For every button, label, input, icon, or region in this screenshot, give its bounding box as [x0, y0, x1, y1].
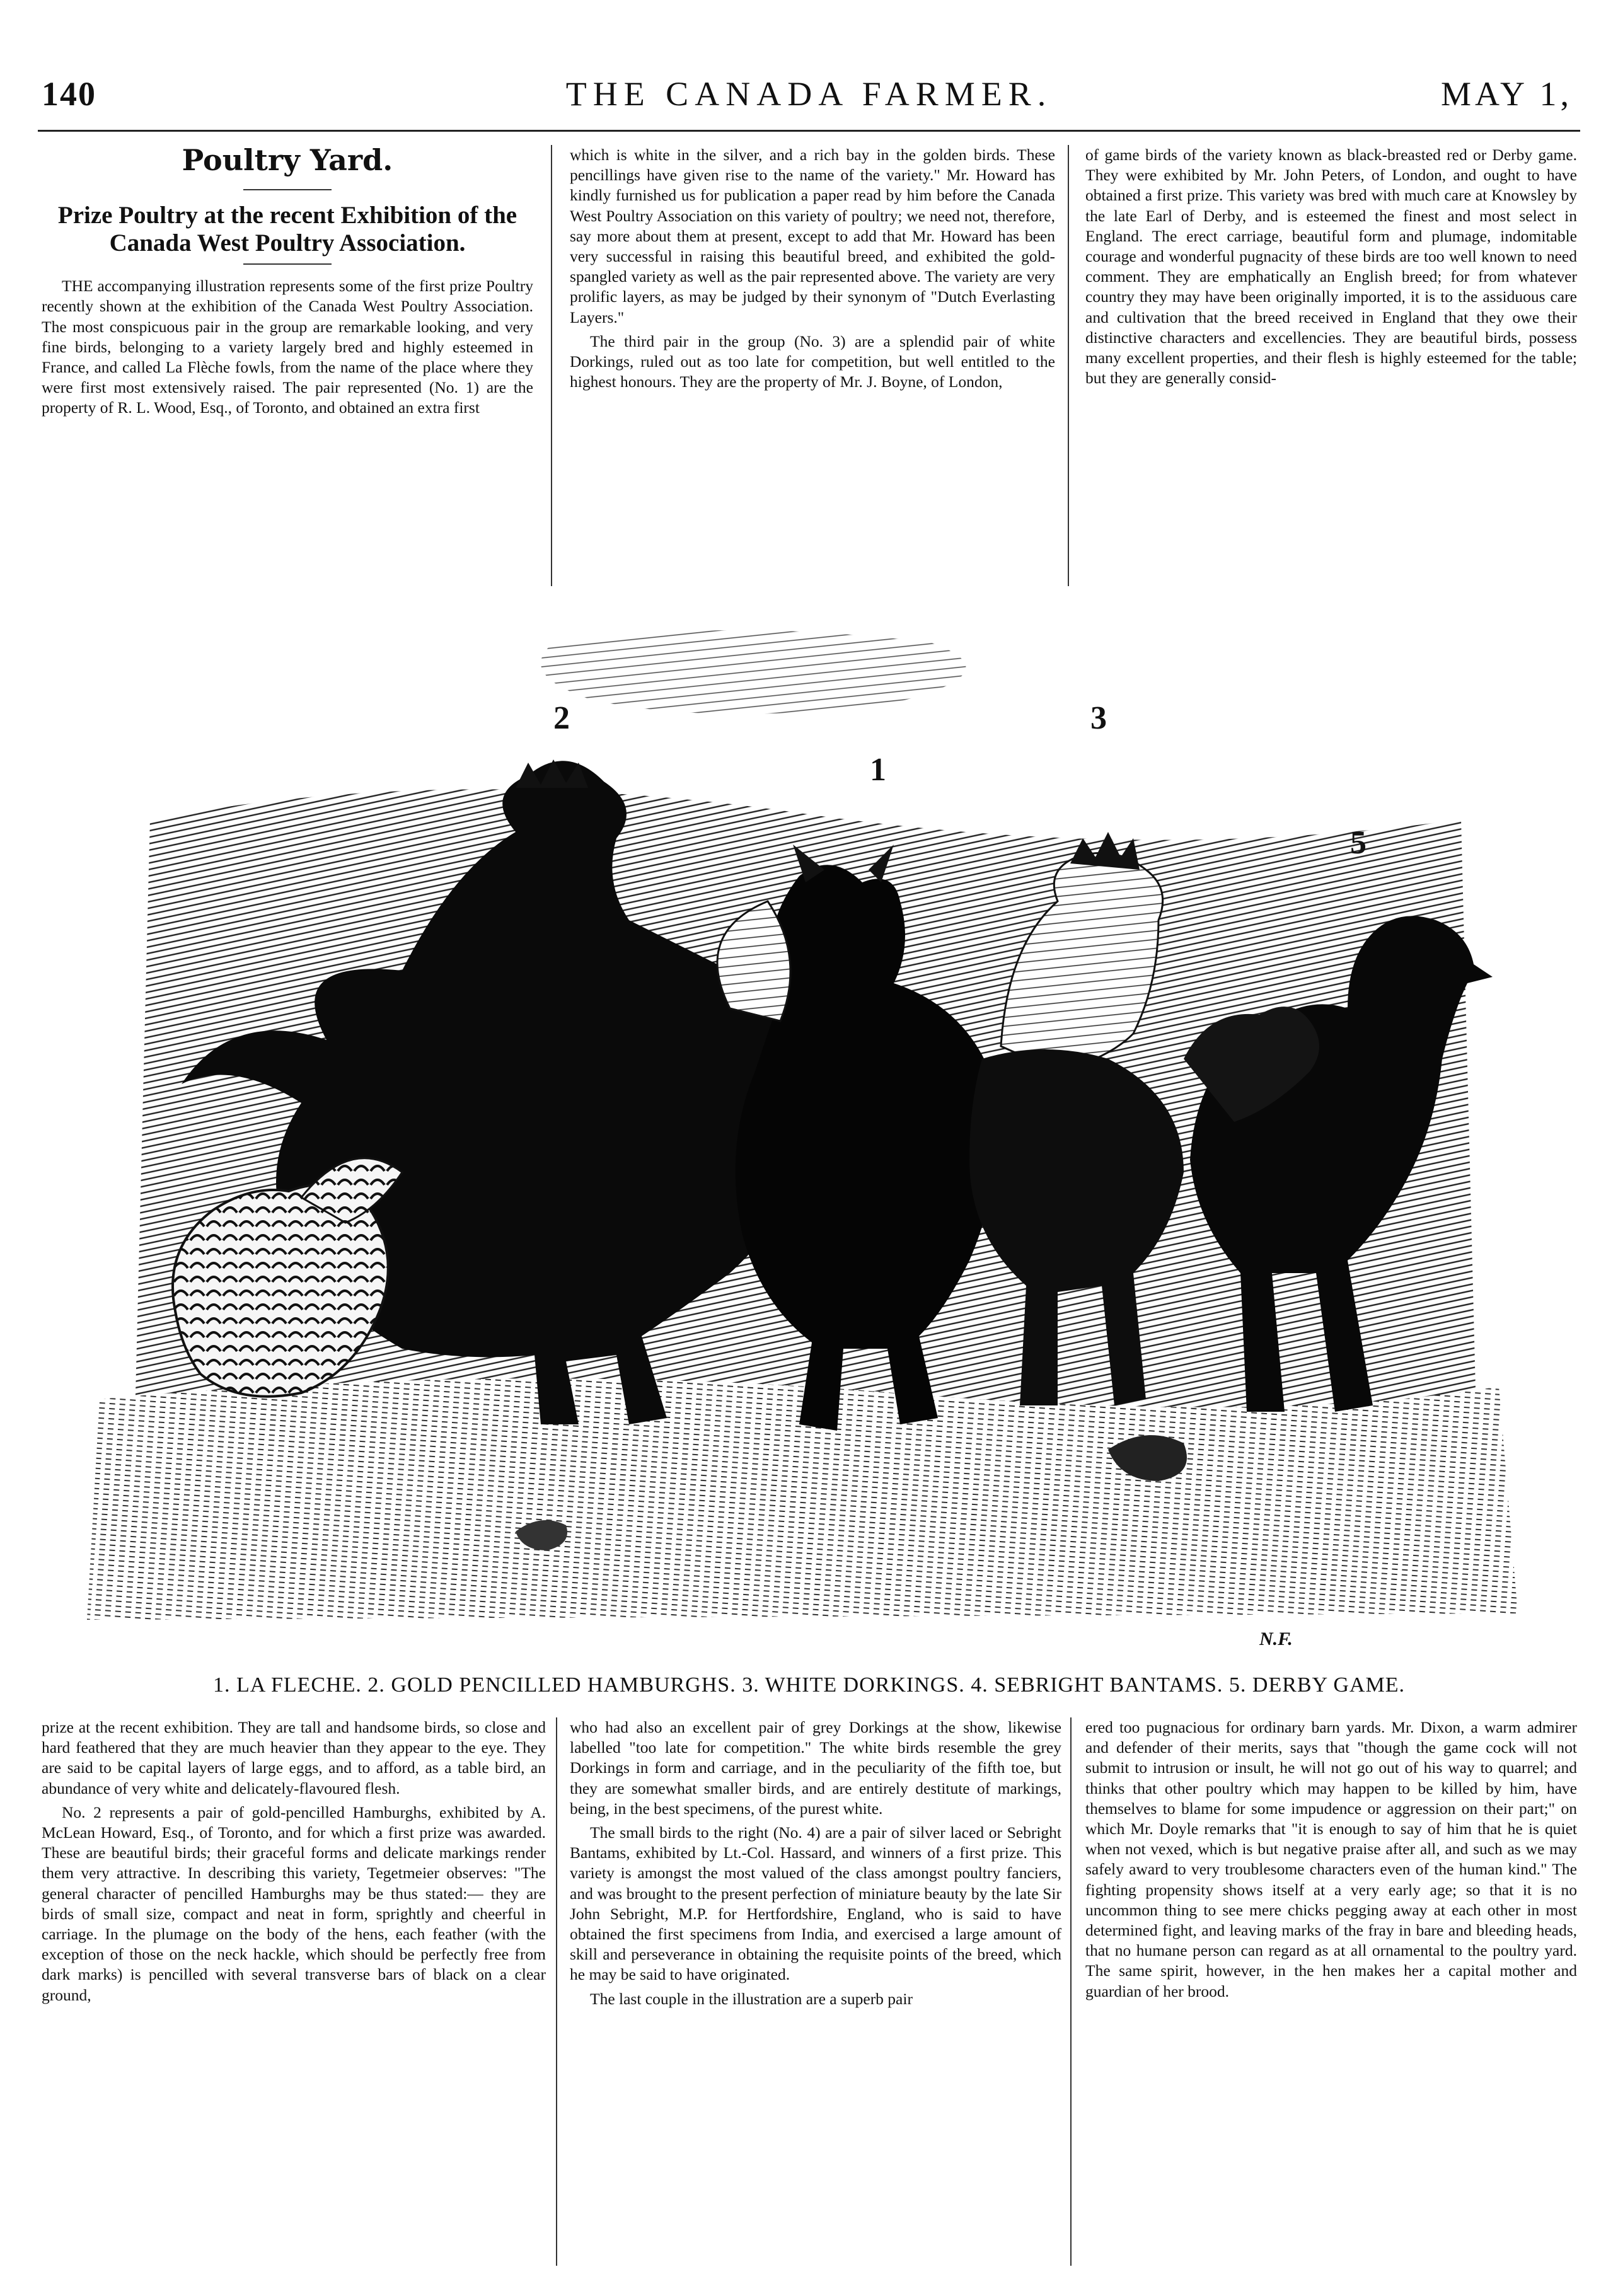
- masthead-rule: [38, 130, 1580, 132]
- paragraph: The last couple in the illustration are a superb pair: [590, 1989, 913, 2008]
- engraver-signature: N.F.: [1259, 1629, 1293, 1649]
- paragraph: who had also an excellent pair of grey Dorkings at the show, likewise labelled "too late for competition." The white birds resemble the grey Dorkings in form and carriage, and in the peculiarity of the fifth toe, but they are somewhat smaller birds, and are entirely destitute of markings, being, in the best specimens, of the purest white.: [570, 1718, 1061, 1818]
- engraving-illustration: [74, 605, 1534, 1645]
- paragraph: ered too pugnacious for ordinary barn yards. Mr. Dixon, a warm admirer and defender of their merits, says that "though the game cock will not submit to intrusion or insult, he will not go out of his way to quarrel; and thinks that other poultry which may happen to be killed by him, have themselves to blame for some impudence or aggression on their part;" on which Mr. Doyle remarks that "it is enough to say of him that he is quiet when not vexed, which is but negative praise after all, and such as we may safely award to very troublesome characters even of the human kind." The fighting propensity shows itself at a very early age; so that it is no uncommon thing to see mere chicks pegging away at each other in most determined fight, and leaving marks of the fray in bare and bleeding heads, that no humane person can regard as at all ornamental to the poultry yard. The same spirit, however, in the hen makes her a capital mother and guardian of her brood.: [1085, 1718, 1577, 2000]
- paragraph: prize at the recent exhibition. They are tall and handsome birds, so close and hard feathered that they are much heavier than they appear to the eye. They are said to be capital layers of large eggs, and to afford, as a table bird, an abundance of very white and delicately-flavoured flesh.: [42, 1718, 546, 1797]
- article-title: Prize Poultry at the recent Exhibition of the Canada West Poultry Association.: [57, 202, 517, 257]
- section-heading: Poultry Yard.: [182, 143, 393, 177]
- figure-caption: 1. LA FLECHE. 2. GOLD PENCILLED HAMBURGHS. 3. WHITE DORKINGS. 4. SEBRIGHT BANTAMS. 5. DERBY GAME.: [213, 1673, 1405, 1697]
- poultry-engraving: [74, 605, 1534, 1649]
- figure-number-2: 2: [553, 700, 570, 736]
- top-column-2: [570, 145, 1055, 396]
- figure-number-5: 5: [1350, 825, 1367, 861]
- issue-date: MAY 1,: [1440, 75, 1573, 113]
- top-column-3: [1085, 145, 1577, 392]
- paragraph: of game birds of the variety known as black-breasted red or Derby game. They were exhibited by Mr. John Peters, of London, and ought to have obtained a first prize. This variety was bred with much care at Knowsley by the late Earl of Derby, and is esteemed the finest and most select in England. The erect carriage, beautiful form and plumage, indomitable courage and wonderful pugnacity of these birds are too well known to need comment. They are emphatically an English breed; for from whatever country they may have been originally imported, it is to the assiduous care and cultivation that the breed received in England that they owe their distinctive characters and excellencies. They are beautiful birds, possess many excellent properties, and their flesh is highly esteemed for the table; but they are generally consid-: [1085, 146, 1577, 388]
- top-column-1: [42, 145, 533, 422]
- column-divider: [551, 145, 552, 586]
- title-rule: [243, 263, 332, 265]
- heading-rule: [243, 189, 332, 190]
- bottom-column-2: [570, 1717, 1061, 2013]
- paragraph: THE accompanying illustration represents some of the first prize Poultry recently shown at the exhibition of the Canada West Poultry Association. The most conspicuous pair in the group are remarkable looking, and very fine birds, belonging to a variety largely bred and highly esteemed in France, and called La Flèche fowls, from the name of the place where they were first most extensively raised. The pair represented (No. 1) are the property of R. L. Wood, Esq., of Toronto, and obtained an extra first: [42, 277, 533, 417]
- paragraph: The small birds to the right (No. 4) are a pair of silver laced or Sebright Bantams, exhibited by Lt.-Col. Hassard, and winners of a first prize. This variety is amongst the most valued of the class amongst poultry fanciers, and was brought to the present perfection of miniature beauty by the late Sir John Sebright, M.P. for Hertfordshire, England, who is said to have obtained the first specimens from India, and exercised a large amount of skill and perseverance in obtaining the requisite points of the breed, which he may be said to have originated.: [570, 1823, 1061, 1984]
- masthead-title: THE CANADA FARMER.: [565, 75, 1053, 113]
- bottom-column-1: [42, 1717, 546, 2009]
- paragraph: No. 2 represents a pair of gold-pencilled Hamburghs, exhibited by A. McLean Howard, Esq., of Toronto, and for which a first prize was awarded. These are beautiful birds; their graceful forms and delicate markings render them very attractive. In describing this variety, Tegetmeier observes: "The general character of pencilled Hamburghs may be thus stated:— they are birds of small size, compact and neat in form, sprightly and cheerful in carriage. In the plumage on the body of the hens, each feather (with the exception of those on the neck hackle, which should be perfectly free from dark marks) is pencilled with several transverse bars of black on a clear ground,: [42, 1803, 546, 2004]
- page-number: 140: [42, 75, 96, 113]
- figure-number-1: 1: [870, 752, 886, 788]
- paragraph: which is white in the silver, and a rich bay in the golden birds. These pencillings have given rise to the name of the variety." Mr. Howard has kindly furnished us for publication a paper read by him before the Canada West Poultry Association on this variety of poultry; we need not, therefore, say more about them at present, except to add that Mr. Howard has been very successful in raising this beautiful breed, and exhibited the gold-spangled variety as well as the pair represented above. The variety are very prolific layers, as may be judged by their synonym of "Dutch Everlasting Layers.": [570, 146, 1055, 326]
- bottom-column-3: [1085, 1717, 1577, 2005]
- column-divider: [1068, 145, 1069, 586]
- column-divider: [1070, 1717, 1072, 2266]
- paragraph: The third pair in the group (No. 3) are a splendid pair of white Dorkings, ruled out as too late for competition, but well entitled to the highest honours. They are the property of Mr. J. Boyne, of London,: [570, 332, 1055, 391]
- white-dorking-comb: [1070, 832, 1140, 870]
- cloud-hatching: [541, 630, 966, 714]
- figure-number-3: 3: [1090, 700, 1107, 736]
- column-divider: [556, 1717, 557, 2266]
